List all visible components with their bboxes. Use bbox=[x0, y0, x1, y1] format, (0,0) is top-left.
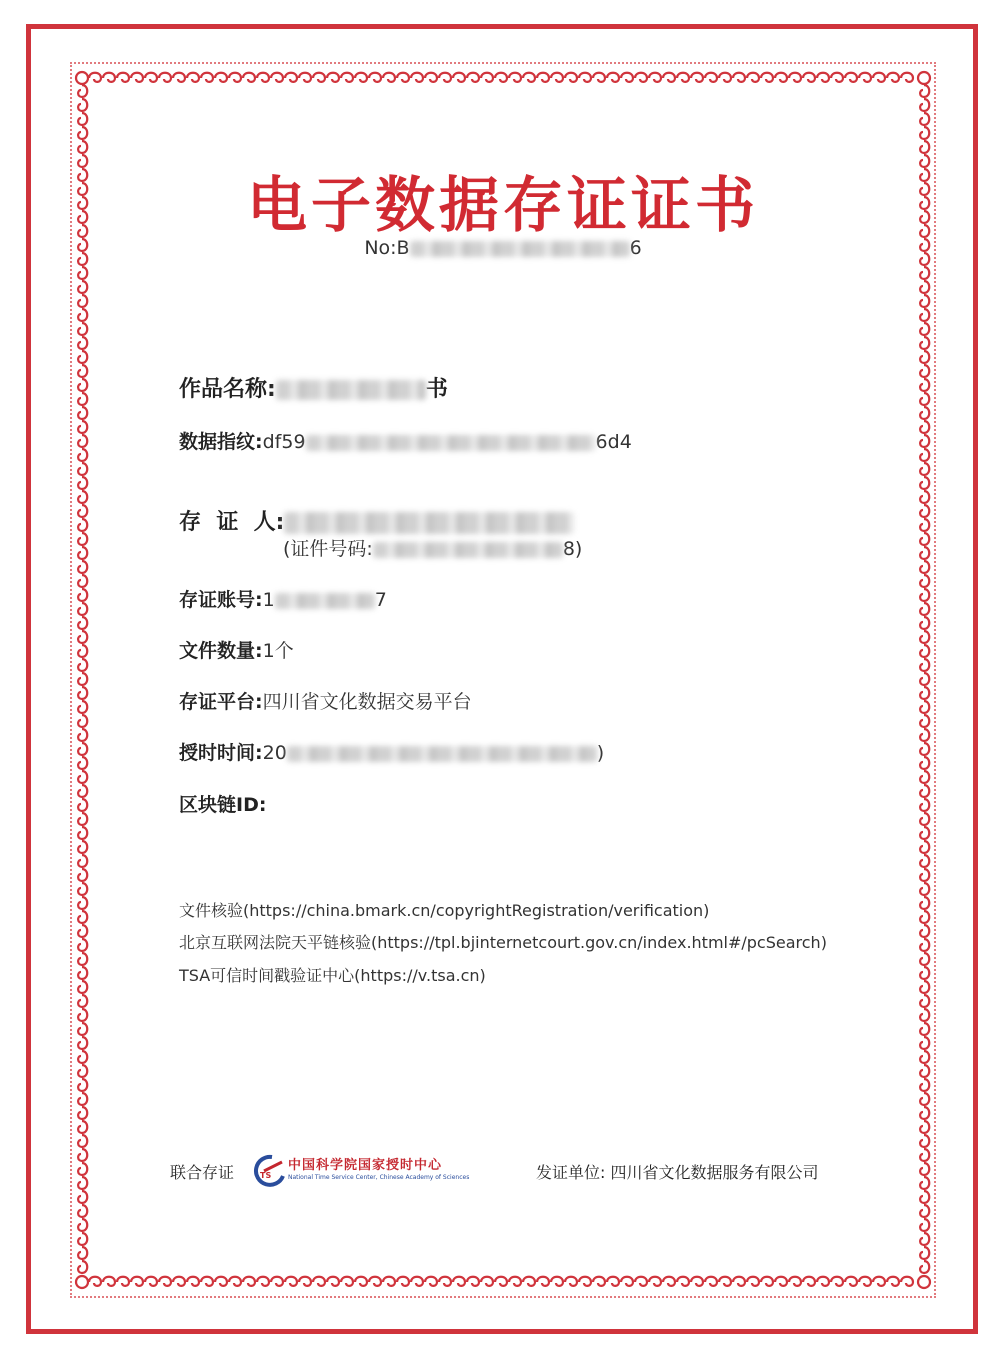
file-count-row bbox=[179, 636, 294, 663]
holder-label: 存 证 人: bbox=[179, 510, 285, 535]
platform-value: 四川省文化数据交易平台 bbox=[262, 691, 472, 713]
time-row: 授时时间:20 ) bbox=[179, 742, 605, 764]
fingerprint-row: 数据指纹:df59 6d4 bbox=[179, 431, 632, 453]
certificate-title: 电子数据存证证书 bbox=[247, 171, 759, 241]
ntsc-emblem-icon bbox=[252, 1154, 286, 1188]
blockchain-label: 区块链ID: bbox=[179, 794, 267, 816]
file-count-label: 文件数量: bbox=[179, 640, 263, 662]
logo-cn-text: 中国科学院国家授时中心 bbox=[288, 1158, 443, 1173]
work-name-label: 作品名称: bbox=[179, 377, 276, 402]
time-label: 授时时间: bbox=[179, 742, 263, 764]
svg-text:TS: TS bbox=[260, 1171, 272, 1180]
holder-id-row: (证件号码: 8) bbox=[283, 538, 583, 560]
fingerprint-label: 数据指纹: bbox=[179, 431, 263, 453]
court-verification-link[interactable]: 北京互联网法院天平链核验(https://tpl.bjinternetcourt.gov.cn/index.html#/pcSearch) bbox=[179, 933, 827, 952]
file-verification-link[interactable]: 文件核验(https://china.bmark.cn/copyrightRegistration/verification) bbox=[179, 901, 710, 920]
logo-en-text: National Time Service Center, Chinese Academy of Sciences bbox=[288, 1174, 470, 1181]
blockchain-row bbox=[179, 790, 266, 817]
issuer-text: 发证单位: 四川省文化数据服务有限公司 bbox=[536, 1163, 819, 1182]
ntsc-logo bbox=[252, 1154, 470, 1188]
account-label: 存证账号: bbox=[179, 589, 263, 611]
joint-label: 联合存证 bbox=[170, 1163, 235, 1182]
work-name-row: 作品名称: 书 bbox=[179, 377, 448, 402]
holder-row bbox=[179, 505, 574, 536]
platform-label: 存证平台: bbox=[179, 691, 263, 713]
account-row: 存证账号:1 7 bbox=[179, 589, 387, 611]
tsa-verification-link[interactable]: TSA可信时间戳验证中心(https://v.tsa.cn) bbox=[179, 966, 486, 985]
certificate-number: No:B 6 bbox=[364, 237, 642, 259]
platform-row bbox=[179, 687, 472, 714]
file-count-value: 1个 bbox=[262, 640, 294, 662]
